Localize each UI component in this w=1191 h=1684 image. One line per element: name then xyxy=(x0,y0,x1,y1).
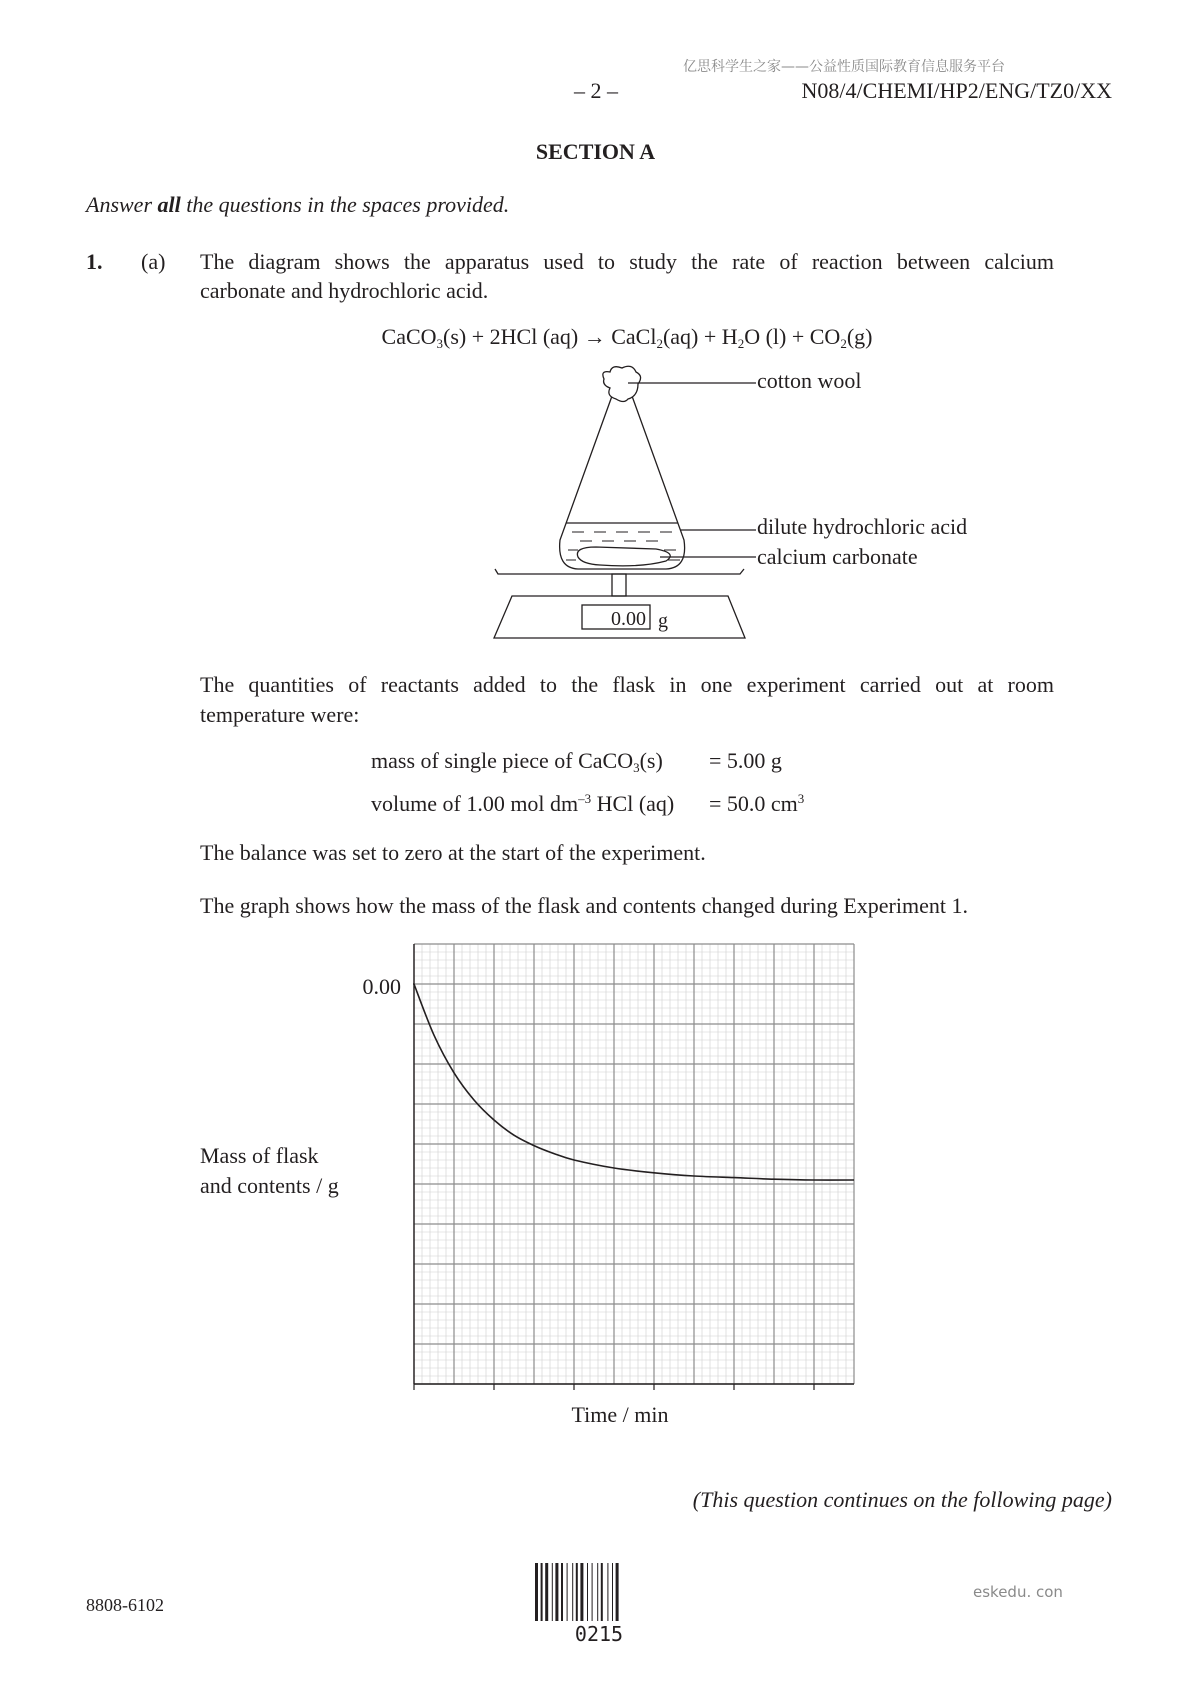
balance-text: The balance was set to zero at the start of the experiment. xyxy=(200,840,706,865)
barcode-bar xyxy=(601,1563,603,1621)
paper-code: N08/4/CHEMI/HP2/ENG/TZ0/XX xyxy=(801,78,1112,103)
barcode-bar xyxy=(607,1563,608,1621)
balance-unit: g xyxy=(658,610,668,632)
barcode-bar xyxy=(535,1563,538,1621)
label-cotton-wool: cotton wool xyxy=(757,368,862,393)
barcode-bar xyxy=(552,1563,553,1621)
volume-value: = 50.0 $cm^3$ xyxy=(709,791,805,816)
barcode-bar xyxy=(561,1563,563,1621)
barcode-bar xyxy=(597,1563,598,1621)
chart-y-tick-zero: 0.00 xyxy=(362,974,401,999)
mass-time-chart xyxy=(413,943,856,1391)
barcode-number: 0215 xyxy=(574,1622,624,1646)
question-part: (a) xyxy=(141,249,166,274)
barcode-bar xyxy=(616,1563,619,1621)
barcode-bar xyxy=(541,1563,543,1621)
barcode-bar xyxy=(545,1563,548,1621)
barcode-bar xyxy=(555,1563,558,1621)
barcode-bar xyxy=(612,1563,613,1621)
barcode-bar xyxy=(576,1563,578,1621)
barcode xyxy=(533,1563,665,1625)
graph-text: The graph shows how the mass of the flask and contents changed during Experiment 1. xyxy=(200,893,968,918)
label-hydrochloric-acid: dilute hydrochloric acid xyxy=(757,514,968,539)
watermark-bottom: eskedu. con xyxy=(973,1583,1063,1601)
mass-label: mass of single piece of CaCO$_3$(s) xyxy=(371,748,663,775)
question-number: 1. xyxy=(86,249,103,274)
balance-reading: 0.00 xyxy=(611,608,646,630)
quantities-line-2: temperature were: xyxy=(200,702,360,727)
chart-ylabel: Mass of flask and contents / g xyxy=(200,1143,339,1198)
barcode-bar xyxy=(580,1563,583,1621)
section-title: SECTION A xyxy=(535,139,656,164)
label-calcium-carbonate: calcium carbonate xyxy=(757,544,918,569)
barcode-bar xyxy=(567,1563,568,1621)
mass-value: = 5.00 g xyxy=(709,748,782,773)
barcode-bar xyxy=(592,1563,593,1621)
reaction-equation: CaCO$_3$(s) + 2HCl (aq) → CaCl$_2$(aq) + $H_2O$ $(l) + CO_2(g)$ xyxy=(381,324,873,351)
watermark-top: 亿思科学生之家——公益性质国际教育信息服务平台 xyxy=(683,59,1005,75)
chart-xlabel: Time / min xyxy=(571,1402,669,1427)
intro-line-2: carbonate and hydrochloric acid. xyxy=(200,278,489,303)
page-number: – 2 – xyxy=(574,78,618,103)
barcode-bar xyxy=(587,1563,588,1621)
continue-note: (This question continues on the following page) xyxy=(692,1487,1112,1512)
intro-line-1: The diagram shows the apparatus used to study the rate of reaction between calcium xyxy=(200,249,1054,274)
quantities-line-1: The quantities of reactants added to the flask in one experiment carried out at room xyxy=(200,672,1054,697)
chart-series-line xyxy=(414,984,854,1180)
barcode-bar xyxy=(572,1563,573,1621)
left-code: 8808-6102 xyxy=(86,1595,164,1615)
volume-label: volume of 1.00 mol $dm^{-3}$ HCl (aq) xyxy=(371,791,675,816)
section-instruction: Answer all the questions in the spaces provided. xyxy=(86,192,510,217)
